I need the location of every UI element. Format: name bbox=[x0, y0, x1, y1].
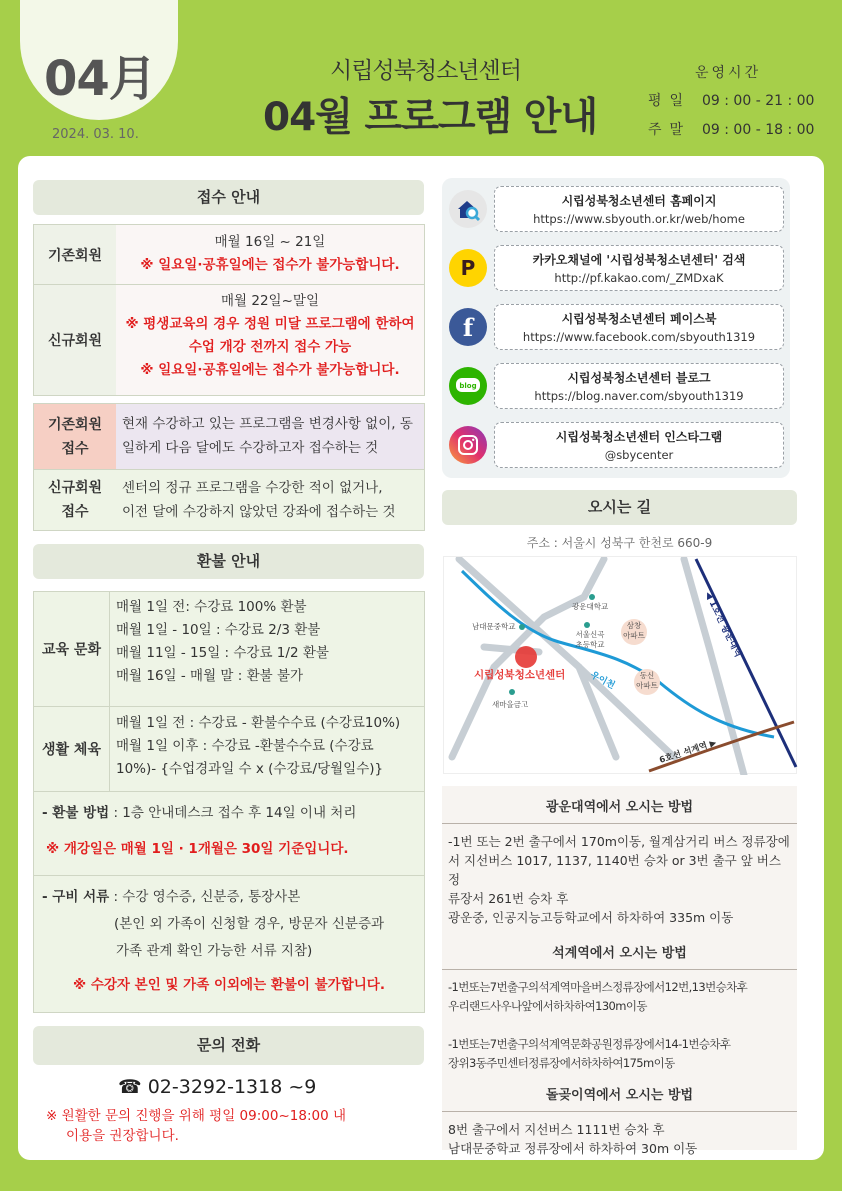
location-map bbox=[443, 556, 797, 774]
address: 주소 : 서울시 성북구 한천로 660-9 bbox=[526, 536, 713, 550]
refund-heading: 환불 안내 bbox=[33, 544, 424, 579]
hours-title: 운영시간 bbox=[695, 65, 762, 81]
route-body: 8번 출구에서 지선버스 1111번 승차 후 남대문중학교 정류장에서 하차하여 30m 이동 bbox=[448, 1122, 698, 1156]
hours-weekend: 주말 09 : 00 - 18 : 00 bbox=[648, 122, 815, 138]
link-kakao[interactable] bbox=[442, 239, 790, 297]
blog-icon bbox=[449, 367, 487, 405]
table-row bbox=[34, 876, 424, 1012]
route-heading: 광운대역에서 오시는 방법 bbox=[442, 786, 797, 824]
row-content: 현재 수강하고 있는 프로그램을 변경사항 없이, 동 일하게 다음 달에도 수강하고자 접수하는 것 bbox=[116, 404, 424, 469]
link-blog[interactable] bbox=[442, 357, 790, 415]
refund-documents: - 구비 서류 : 수강 영수증, 신분증, 통장사본 (본인 외 가족이 신청할 경우, 방문자 신분증과 가족 관계 확인 가능한 서류 지참) ※ 수강자 본인 및 가족 이외에는 환불이 불가합니다. bbox=[34, 876, 424, 1012]
link-instagram[interactable] bbox=[442, 416, 790, 474]
link-card[interactable]: 시립성북청소년센터 페이스북 https://www.facebook.com/sbyouth1319 bbox=[494, 304, 784, 350]
map-school2-label: 서울신곡 초등학교 bbox=[575, 630, 605, 649]
row-label: 생활 체육 bbox=[34, 707, 110, 791]
definition-table bbox=[33, 403, 425, 531]
map-bank-label: 새마을금고 bbox=[492, 700, 529, 709]
row-label: 교육 문화 bbox=[34, 592, 110, 706]
row-content: 매월 22일~말일 ※ 평생교육의 경우 정원 미달 프로그램에 한하여 수업 개강 전까지 접수 가능 ※ 일요일·공휴일에는 접수가 불가능합니다. bbox=[116, 285, 424, 395]
table-row bbox=[34, 225, 424, 285]
map-univ-label: 광운대학교 bbox=[572, 602, 609, 611]
page-title: 04월 프로그램 안내 bbox=[263, 95, 598, 140]
table-row bbox=[34, 592, 424, 707]
contact-heading: 문의 전화 bbox=[33, 1026, 424, 1065]
row-content: 매월 1일 전 : 수강료 - 환불수수료 (수강료10%) 매월 1일 이후 : 수강료 -환불수수료 (수강료 10%)- {수업경과일 수 x (수강료/당월일수)} bbox=[110, 707, 424, 791]
map-apt1-label: 삼창 아파트 bbox=[623, 621, 645, 640]
link-card[interactable]: 카카오채널에 '시립성북청소년센터' 검색 http://pf.kakao.com/_ZMDxaK bbox=[494, 245, 784, 291]
link-card[interactable]: 시립성북청소년센터 블로그 https://blog.naver.com/sbyouth1319 bbox=[494, 363, 784, 409]
map-school1-label: 남대문중학교 bbox=[472, 622, 516, 631]
links-box bbox=[442, 178, 790, 478]
table-row bbox=[34, 285, 424, 395]
registration-heading: 접수 안내 bbox=[33, 180, 424, 215]
month-label: 04月 bbox=[44, 51, 156, 107]
table-row bbox=[34, 707, 424, 792]
row-label: 신규회원 bbox=[34, 285, 116, 395]
map-line6-label: 6호선 석계역 ▶ bbox=[658, 738, 718, 766]
map-road-label: 우이천 bbox=[588, 670, 617, 692]
row-label: 기존회원 접수 bbox=[34, 404, 116, 469]
home-search-icon bbox=[449, 190, 487, 228]
refund-documents-note: ※ 수강자 본인 및 가족 이외에는 환불이 불가합니다. bbox=[73, 977, 385, 993]
table-row bbox=[34, 470, 424, 530]
row-content: 센터의 정규 프로그램을 수강한 적이 없거나, 이전 달에 수강하지 않았던 강좌에 접수하는 것 bbox=[116, 470, 424, 530]
row-content: 매월 1일 전: 수강료 100% 환불 매월 1일 - 10일 : 수강료 2/3 환불 매월 11일 - 15일 : 수강료 1/2 환불 매월 16일 - 매월 말 : 환불 불가 bbox=[110, 592, 424, 706]
center-name: 시립성북청소년센터 bbox=[330, 58, 521, 84]
kakao-channel-icon: P bbox=[449, 249, 487, 287]
registration-table bbox=[33, 224, 425, 396]
map-apt2-label: 동신 아파트 bbox=[636, 671, 658, 690]
contact-note: ※ 원활한 문의 진행을 위해 평일 09:00~18:00 내 이용을 권장합니다. bbox=[46, 1108, 347, 1144]
link-card[interactable]: 시립성북청소년센터 인스타그램 @sbycenter bbox=[494, 422, 784, 468]
instagram-icon bbox=[449, 426, 487, 464]
row-content: 매월 16일 ~ 21일 ※ 일요일·공휴일에는 접수가 불가능합니다. bbox=[116, 225, 424, 284]
refund-method-note: ※ 개강일은 매월 1일 · 1개월은 30일 기준입니다. bbox=[46, 841, 349, 857]
svg-text:blog: blog bbox=[459, 382, 477, 390]
facebook-icon: f bbox=[449, 308, 487, 346]
table-row bbox=[34, 404, 424, 470]
route-heading: 돌곶이역에서 오시는 방법 bbox=[442, 1082, 797, 1112]
directions-heading: 오시는 길 bbox=[442, 490, 797, 525]
row-label: 기존회원 bbox=[34, 225, 116, 284]
hours-weekday: 평일 09 : 00 - 21 : 00 bbox=[648, 93, 815, 109]
map-center-label: 시립성북청소년센터 bbox=[474, 669, 566, 681]
link-homepage[interactable] bbox=[442, 180, 790, 238]
route-box bbox=[442, 786, 797, 1156]
link-card[interactable]: 시립성북청소년센터 홈페이지 https://www.sbyouth.or.kr/web/home bbox=[494, 186, 784, 232]
route-body: -1번 또는 2번 출구에서 170m이동, 월계삼거리 버스 정류장에 서 지선버스 1017, 1137, 1140번 승차 or 3번 출구 앞 버스정 류장서 261번 승차 후 광운중, 인공지능고등학교에서 하차하여 335m 이동 bbox=[448, 834, 790, 925]
link-facebook[interactable] bbox=[442, 298, 790, 356]
row-label: 신규회원 접수 bbox=[34, 470, 116, 530]
refund-table bbox=[33, 591, 425, 1013]
map-line1-label: ◀ 1호선 광운대역 bbox=[702, 590, 743, 660]
issue-date: 2024. 03. 10. bbox=[52, 127, 139, 142]
route-heading: 석계역에서 오시는 방법 bbox=[442, 938, 797, 970]
refund-method: - 환불 방법 : 1층 안내데스크 접수 후 14일 이내 처리 ※ 개강일은 매월 1일 · 1개월은 30일 기준입니다. bbox=[34, 792, 424, 875]
contact-phone[interactable]: ☎ 02-3292-1318 ~9 bbox=[118, 1076, 317, 1098]
route-body: -1번또는7번출구의석계역마을버스정류장에서12번,13번승차후 우리랜드사우나앞에서하차하여130m이동 -1번또는7번출구의석계역문화공원정류장에서14-1번승차후 장위3동주민센터정류장에서하차하여175m이동 bbox=[448, 980, 748, 1070]
table-row bbox=[34, 792, 424, 876]
